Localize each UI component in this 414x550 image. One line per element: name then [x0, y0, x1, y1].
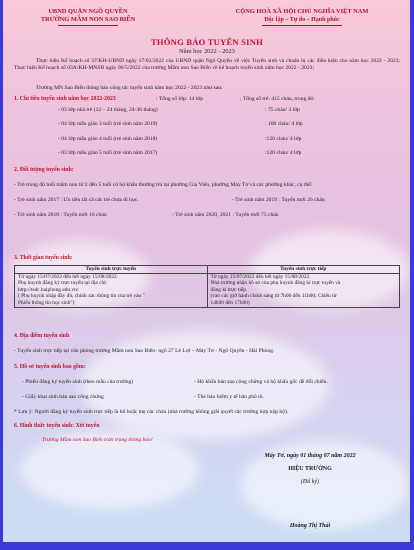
quota-item-value: :120 cháu/ 4 lớp — [265, 136, 302, 142]
offline-column-header: Tuyển sinh trực tiếp — [207, 266, 400, 274]
online-period: Từ ngày 15/07/2022 đến hết ngày 15/08/2022. — [18, 273, 119, 280]
page-border-right — [410, 0, 414, 550]
quota-item-label: - 03 lớp nhà trẻ (12 – 24 tháng, 24-36 tháng) — [58, 107, 158, 113]
country-name: CỘNG HOÀ XÃ HỘI CHỦ NGHĨA VIỆT NAM — [235, 8, 369, 15]
offline-period: Từ ngày 25/07/2022 đến hết ngày 15/08/2022. — [210, 273, 311, 280]
signer-name: Hoàng Thị Thái — [289, 523, 331, 529]
school-name: TRƯỜNG MẦM NON SAO BIỂN — [40, 16, 136, 23]
quota-item-label: - 04 lớp mẫu giáo 3 tuổi (trẻ sinh năm 2019) — [58, 121, 158, 127]
online-note: Phiếu thông tin học sinh") — [18, 299, 75, 306]
page-border-bottom — [0, 542, 414, 550]
offline-instruction: đăng kí trực tiếp. — [210, 286, 248, 293]
page-border-left — [0, 0, 3, 550]
intro-announcement: Trường MN Sao Biển thông báo công tác tuyển sinh năm học 2022 - 2023 như sau: — [36, 85, 223, 91]
eligibility-item: - Trẻ sinh năm 2019 : Tuyển mới 26 cháu — [232, 197, 325, 203]
intro-paragraph: Thực hiện Kế hoạch số 37/KH-UBND ngày 17/02/2022 của UBND quận Ngô Quyền về việc Tuyển sinh và chuẩn bị các điều kiện cho năm học 2022 - 2023; Thực hiện Kế hoạch số 03A/KH-MNSB ngày 06/5/2022 của trường Mầm non Sao Biển về kế hoạch tuyển sinh năm học 2022 - 2023; — [14, 58, 400, 71]
section1-heading: 1. Chỉ tiêu tuyển sinh năm học 2022-2023 — [14, 96, 116, 102]
header-underline — [58, 25, 118, 26]
school-year: Năm học 2022 - 2023 — [179, 48, 235, 55]
section2-heading: 2. Đối tượng tuyển sinh: — [14, 167, 74, 173]
document-item: - Thẻ bảo hiểm y tế bản phô tô. — [194, 394, 264, 400]
registration-url[interactable]: http://tsdc.haiphong.edu.vn/ — [18, 286, 79, 293]
section5-heading: 5. Hồ sơ tuyển sinh bao gồm: — [14, 364, 86, 370]
quota-item-label: - 04 lớp mẫu giáo 4 tuổi (trẻ sinh năm 2018) — [58, 136, 158, 142]
quota-item-value: : 75 cháu/ 3 lớp — [265, 107, 300, 113]
office-hours: 14h00 đến 17h00) — [210, 299, 250, 306]
page-title: THÔNG BÁO TUYỂN SINH — [150, 37, 263, 47]
section1-class-total: : Tổng số lớp: 14 lớp — [156, 96, 203, 102]
offline-registration-cell — [207, 273, 400, 307]
section3-heading: 3. Thời gian tuyển sinh: — [14, 255, 73, 261]
issuer-header — [28, 8, 148, 26]
online-registration-cell — [15, 273, 208, 307]
document-item: - Giấy khai sinh bản sao công chứng — [22, 394, 104, 400]
online-note: ( Phụ huynh nhập đầy đủ, chính xác thông tin của trẻ vào " — [18, 293, 145, 300]
motto-underline — [262, 25, 342, 26]
registration-schedule-table — [14, 265, 400, 308]
national-header — [222, 8, 382, 26]
quota-item-value: :120 cháu/ 4 lớp — [265, 150, 302, 156]
section1-child-total: ; Tổng số trẻ: 415 cháu, trong đó: — [240, 96, 315, 102]
quota-item-value: : 100 cháu/ 4 lớp — [265, 121, 303, 127]
application-note: * Lưu ý: Người đăng ký tuyển sinh trực tiếp là bố hoặc mẹ các cháu (nhà trường không giải quyết các trường hợp nộp hộ). — [14, 409, 289, 415]
offline-instruction: Nhà trường nhận hồ sơ của phụ huynh đăng kí trực tuyến và — [210, 280, 341, 287]
signed-mark: (Đã ký) — [300, 479, 320, 485]
eligibility-description: - Trẻ trong độ tuổi mầm non từ 2 đến 5 tuổi có hộ khẩu thường trú tại phường Gia Viên, phường Máy Tơ và các phường khác, cụ thể: — [14, 182, 313, 188]
signing-date: Máy Tơ, ngày 01 tháng 07 năm 2022 — [264, 453, 356, 459]
document-item: - Hộ khẩu bản sao công chứng và hộ khẩu gốc để đối chiếu. — [194, 379, 328, 385]
closing-remark: Trường Mầm non Sao Biển trân trọng thông báo! — [42, 437, 153, 443]
online-column-header: Tuyển sinh trực tuyến — [15, 266, 208, 274]
quota-item-label: - 03 lớp mẫu giáo 5 tuổi (trẻ sinh năm 2017) — [58, 150, 158, 156]
eligibility-item: - Trẻ sinh năm 2018 : Tuyển mới 16 cháu — [14, 212, 107, 218]
registration-location: - Tuyển sinh trực tiếp tại văn phòng trường Mầm non Sao Biển- ngõ 27 Lê Lợi – Máy Tơ - Ngô Quyền - Hải Phòng. — [14, 348, 275, 354]
document-item: - Phiếu đăng ký tuyển sinh (theo mẫu của trường) — [22, 379, 134, 385]
section4-heading: 4. Địa điểm tuyển sinh — [14, 333, 70, 339]
online-instruction: Phụ huynh đăng ký trực tuyến tại địa chỉ: — [18, 280, 108, 287]
eligibility-item: - Trẻ sinh năm 2017 : Ưu tiên tất cả các trẻ chưa đi học. — [14, 197, 139, 203]
national-motto: Độc lập – Tự do – Hạnh phúc — [264, 17, 340, 23]
eligibility-item: - Trẻ sinh năm 2020, 2021 : Tuyển mới 75 cháu — [172, 212, 279, 218]
signer-role: HIỆU TRƯỞNG — [288, 466, 332, 472]
section6-heading: 6. Hình thức tuyển sinh: Xét tuyển — [14, 423, 100, 429]
district-name: UBND QUẬN NGÔ QUYỀN — [48, 8, 128, 15]
office-hours: (vào các giờ hành chính sáng từ 7h00 đến 11h00; Chiều từ — [210, 293, 337, 300]
